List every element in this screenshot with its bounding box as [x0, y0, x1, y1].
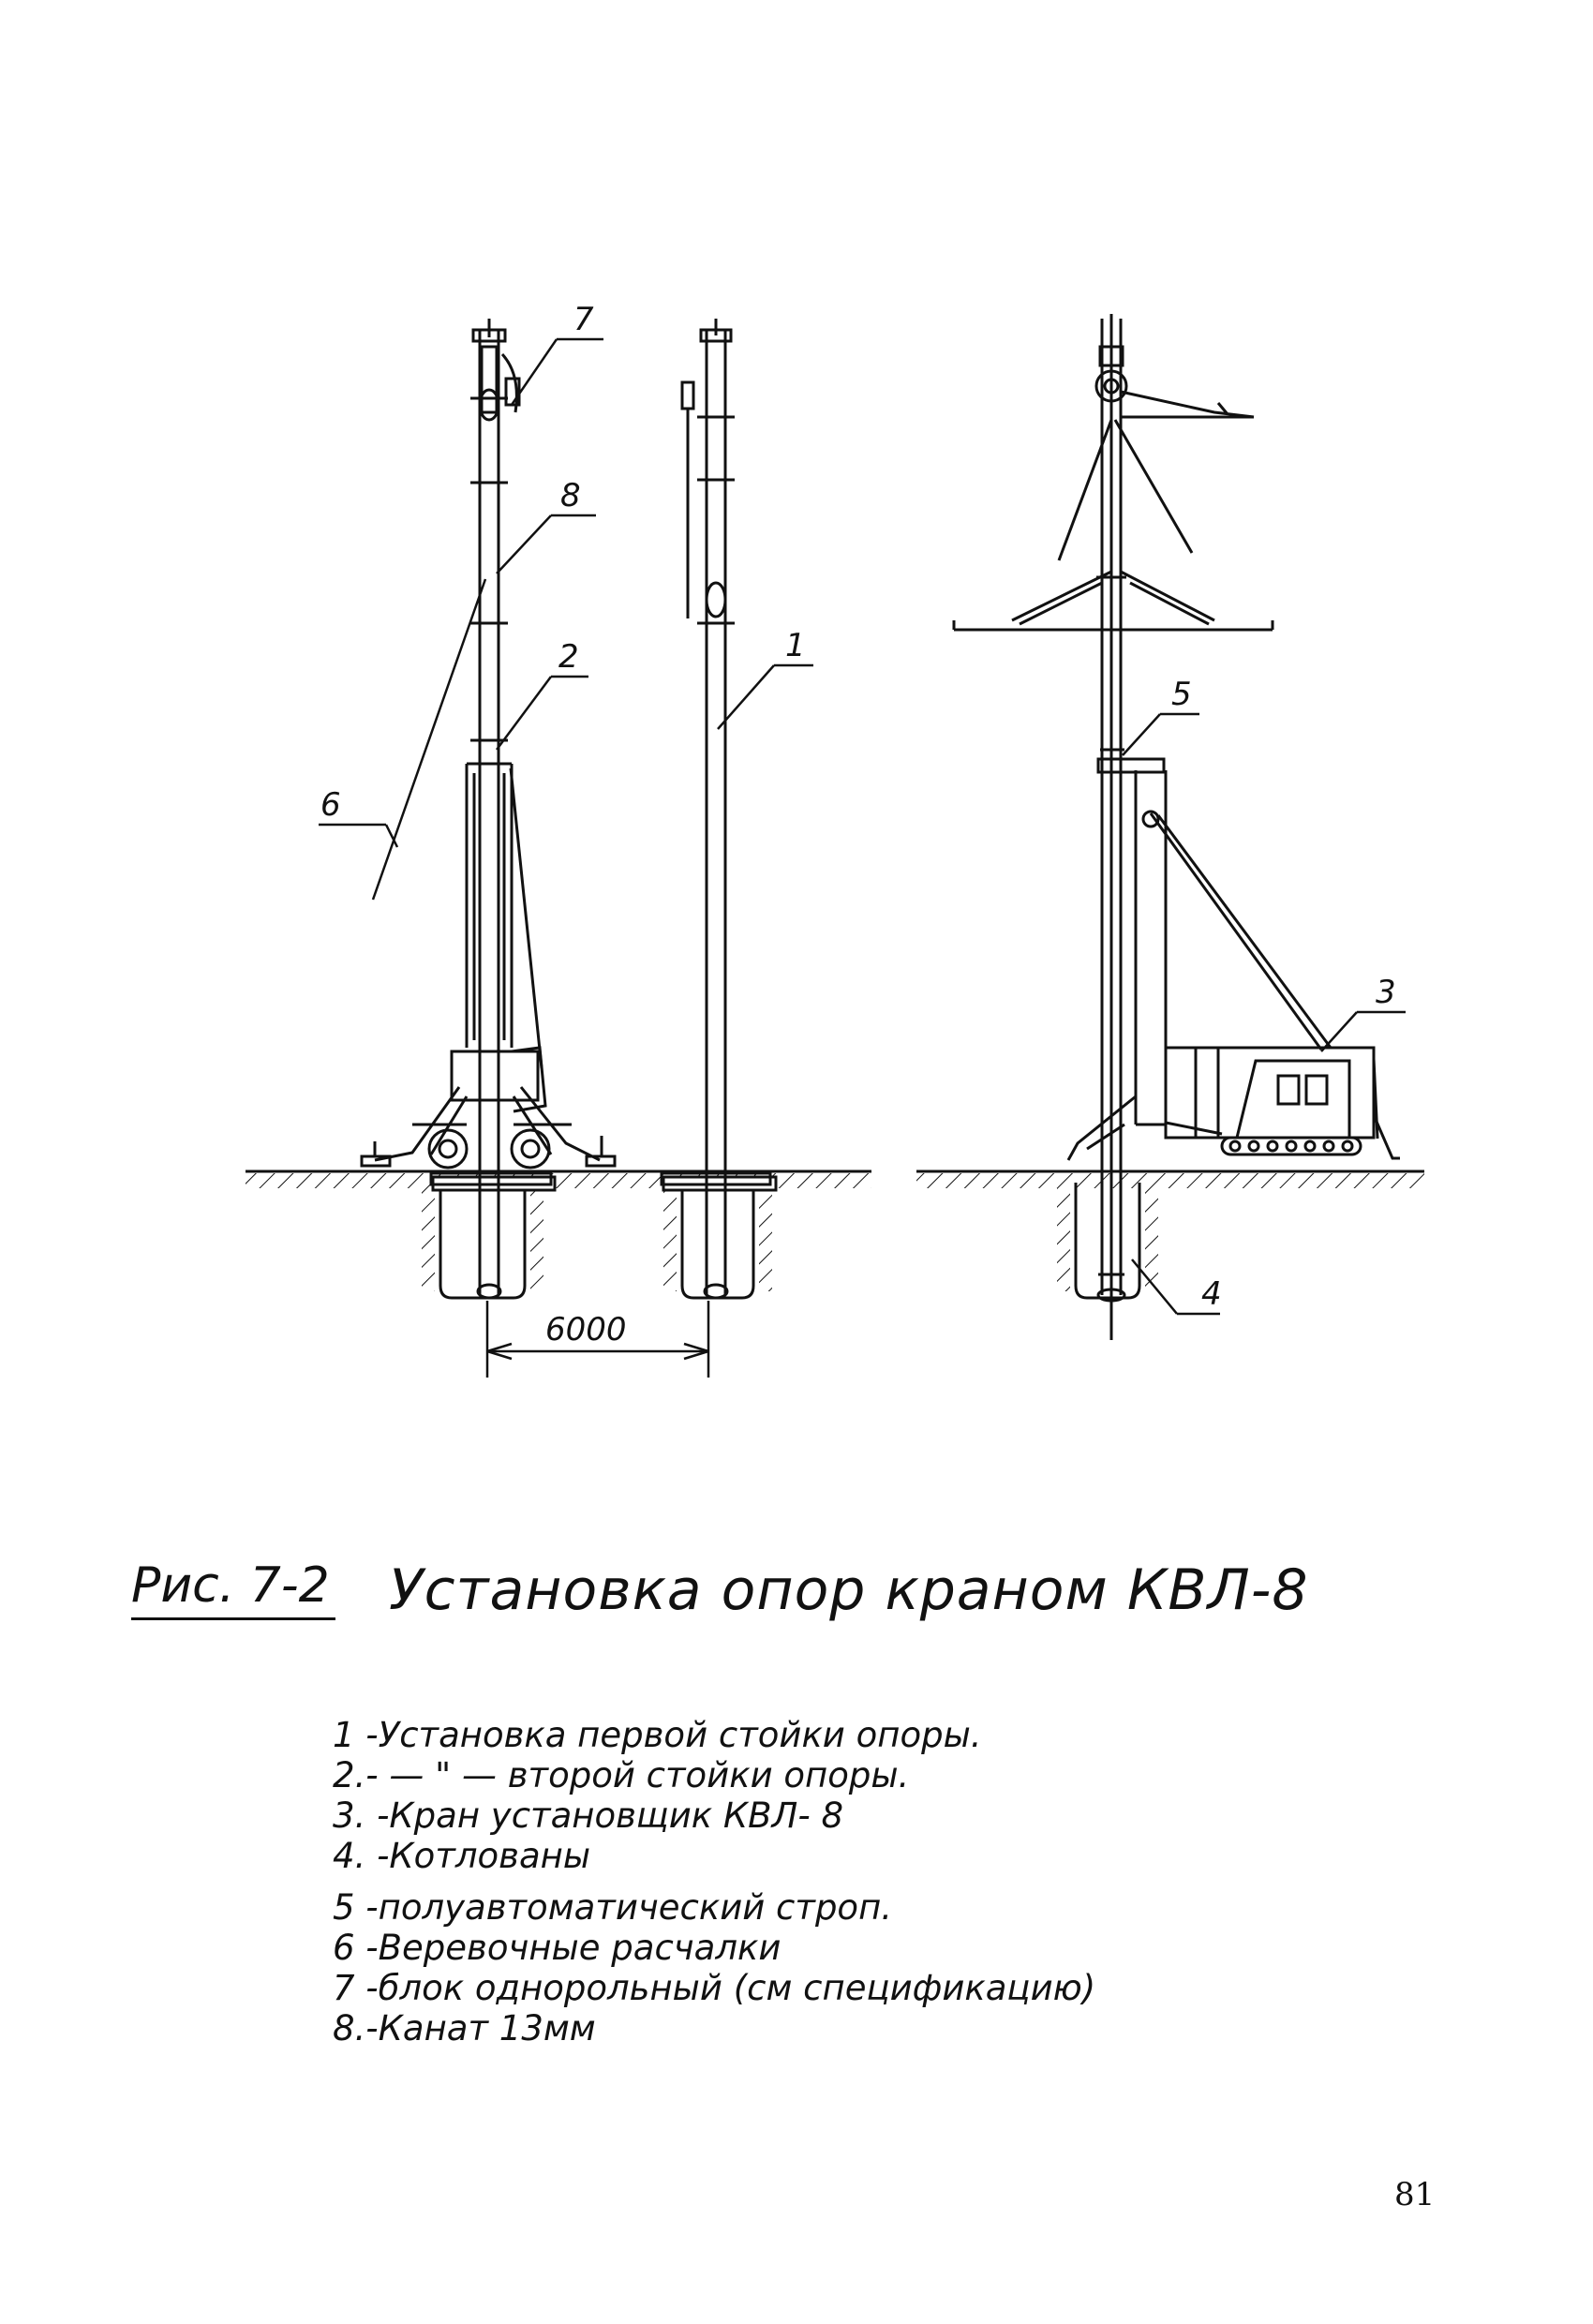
- callout-7: 7: [573, 301, 594, 338]
- pit-right: [1057, 1183, 1158, 1298]
- page-number: 81: [1394, 2176, 1436, 2213]
- legend-item: 7 -блок однорольный (см спецификацию): [333, 1968, 1096, 2008]
- pole-second: [470, 319, 508, 1298]
- pit-left: [422, 1177, 555, 1298]
- legend-item: 2.- — " — второй стойки опоры.: [333, 1755, 910, 1795]
- callout-leaders: [319, 339, 1406, 1314]
- callout-5: 5: [1171, 676, 1192, 713]
- pole-first: [662, 319, 770, 1298]
- crane-mast-left: [467, 764, 512, 1048]
- legend-item: 3. -Кран установщик КВЛ- 8: [333, 1795, 844, 1836]
- legend-item: 8.-Канат 13мм: [333, 2008, 596, 2048]
- legend-item: 1 -Установка первой стойки опоры.: [333, 1715, 982, 1755]
- figure-number: Рис. 7-2: [131, 1557, 335, 1620]
- dimension-label: 6000: [545, 1311, 627, 1348]
- crane-body-front: [362, 768, 615, 1184]
- legend-spacer: [333, 1876, 1270, 1887]
- strop-semiautomatic: [1098, 750, 1164, 772]
- guy-rope: [373, 579, 485, 900]
- legend-item: 4. -Котлованы: [333, 1836, 591, 1876]
- block-pulley: [502, 354, 519, 412]
- callout-numbers: [320, 301, 1396, 1313]
- ground-right: [916, 1171, 1424, 1188]
- callout-8: 8: [560, 477, 581, 514]
- ground-left: [246, 1171, 871, 1188]
- figure-title: Установка опор краном КВЛ-8: [389, 1557, 1309, 1623]
- callout-6: 6: [320, 786, 341, 824]
- figure-caption: [131, 1548, 1349, 1651]
- callout-4: 4: [1201, 1275, 1222, 1313]
- callout-3: 3: [1376, 974, 1396, 1011]
- legend-list: [333, 1715, 1270, 2048]
- crane-kvl8: [1068, 770, 1400, 1160]
- callout-2: 2: [558, 638, 579, 676]
- callout-1: 1: [785, 627, 806, 664]
- legend-item: 5 -полуавтоматический строп.: [333, 1887, 893, 1928]
- legend-item: 6 -Веревочные расчалки: [333, 1928, 782, 1968]
- pit-middle: [663, 1177, 776, 1298]
